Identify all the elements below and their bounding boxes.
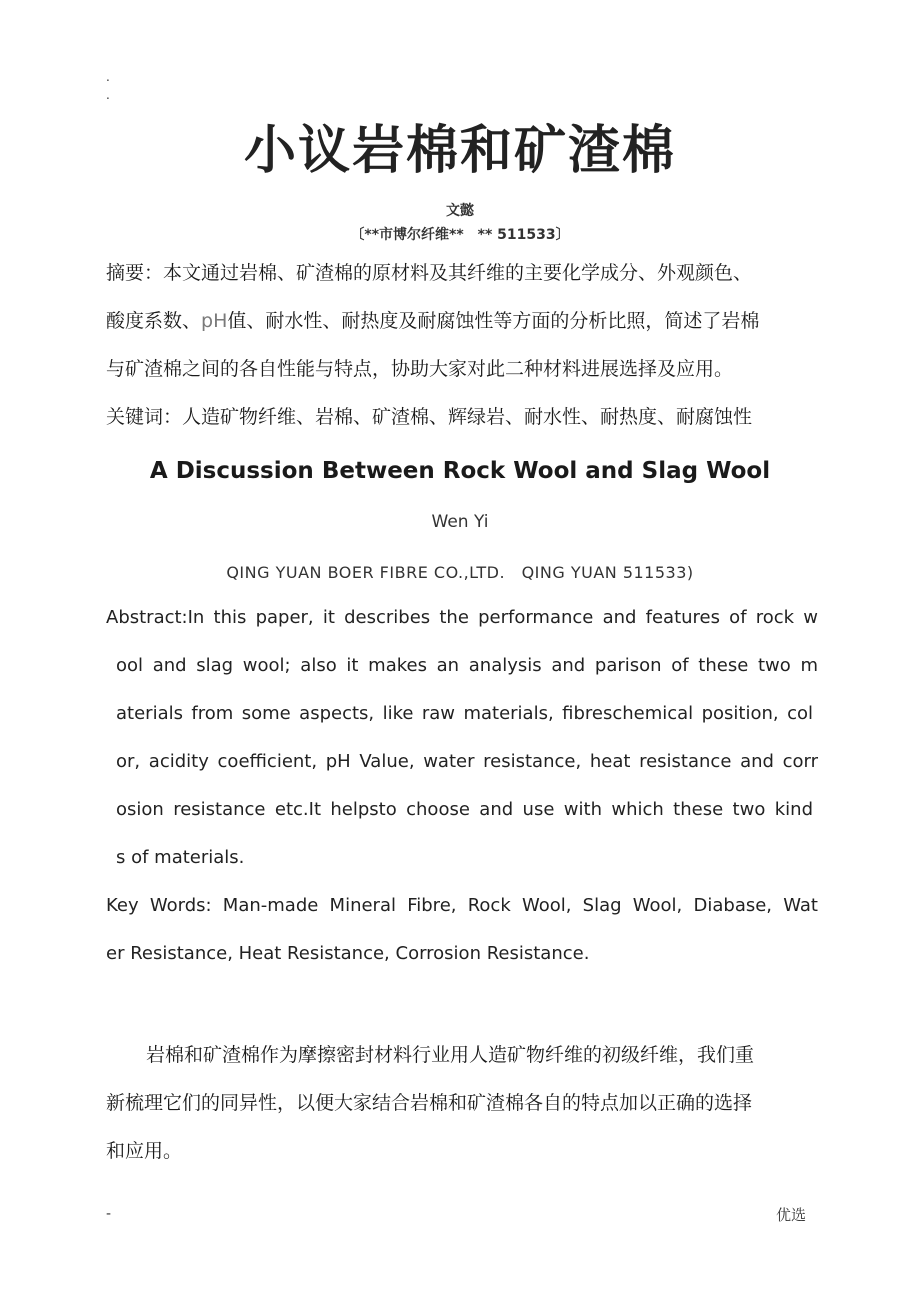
abstract-en-line: ool and slag wool; also it makes an analysis and parison of these two m [116, 655, 818, 676]
abstract-en-line: osion resistance etc.It helpsto choose and use with which these two kind [116, 799, 813, 820]
abstract-cn-line: 与矿渣棉之间的各自性能与特点，协助大家对此二种材料进展选择及应用。 [106, 358, 734, 380]
body-line: 和应用。 [106, 1140, 183, 1162]
footer-label: 优选 [776, 1206, 807, 1224]
body-line: 岩棉和矿渣棉作为摩擦密封材料行业用人造矿物纤维的初级纤维，我们重 [146, 1044, 755, 1066]
english-title: A Discussion Between Rock Wool and Slag Wool [149, 458, 771, 484]
affiliation-chinese: 〔**市博尔纤维** ** 511533〕 [350, 227, 570, 243]
abstract-en-line: s of materials. [116, 847, 245, 868]
abstract-en-line: or, acidity coefficient, pH Value, water resistance, heat resistance and corr [116, 751, 818, 772]
header-dot: . [106, 88, 110, 102]
ph-term: pH [201, 310, 228, 332]
keywords-en-line: Key Words: Man-made Mineral Fibre, Rock Wool, Slag Wool, Diabase, Wat [106, 895, 818, 916]
page-title: 小议岩棉和矿渣棉 [243, 121, 676, 181]
abstract-en-line: Abstract:In this paper, it describes the performance and features of rock w [106, 607, 818, 628]
footer-dash: - [106, 1206, 112, 1222]
header-dot: . [106, 70, 110, 84]
keywords-en-line: er Resistance, Heat Resistance, Corrosion Resistance. [106, 943, 590, 964]
abstract-cn-line: 酸度系数、pH值、耐水性、耐热度及耐腐蚀性等方面的分析比照，简述了岩棉 [106, 310, 760, 332]
author-chinese: 文懿 [446, 203, 474, 219]
body-line: 新梳理它们的同异性，以便大家结合岩棉和矿渣棉各自的特点加以正确的选择 [106, 1092, 753, 1114]
abstract-cn-line: 摘要：本文通过岩棉、矿渣棉的原材料及其纤维的主要化学成分、外观颜色、 [106, 262, 753, 284]
keywords-chinese: 关键词：人造矿物纤维、岩棉、矿渣棉、辉绿岩、耐水性、耐热度、耐腐蚀性 [106, 406, 753, 428]
affiliation-english: QING YUAN BOER FIBRE CO.,LTD. QING YUAN 511533) [226, 563, 694, 582]
author-english: Wen Yi [431, 512, 489, 532]
abstract-en-line: aterials from some aspects, like raw materials, fibreschemical position, col [116, 703, 813, 724]
